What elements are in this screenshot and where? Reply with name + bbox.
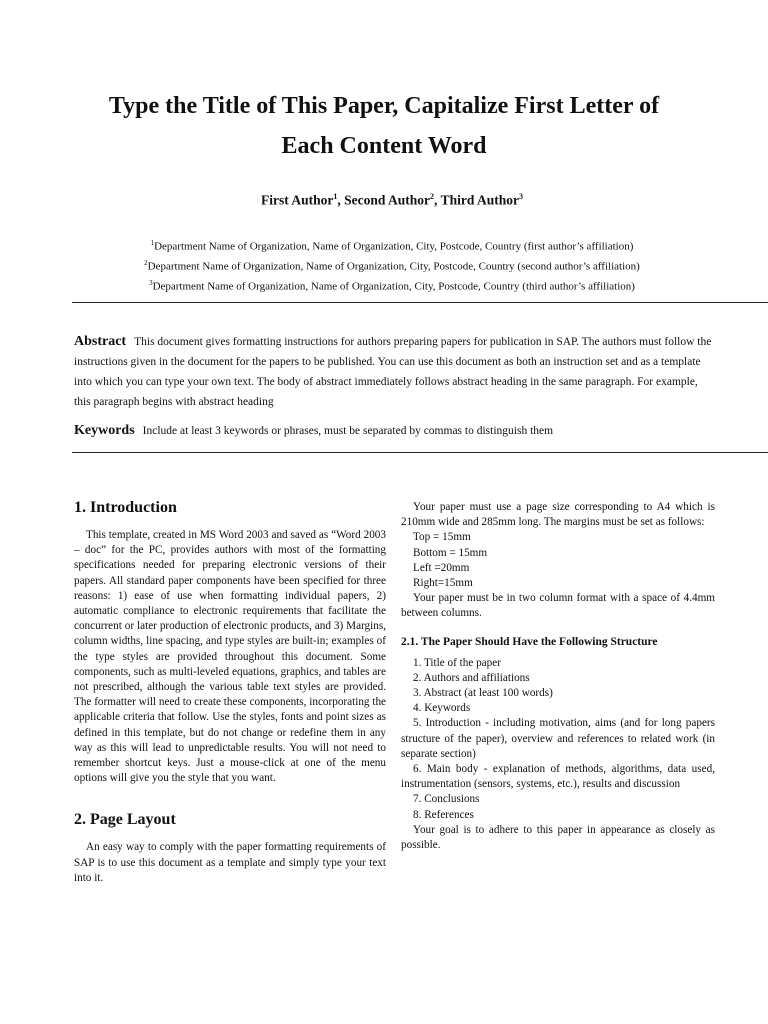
title-line-2: Each Content Word — [281, 133, 487, 159]
author-name: First Author — [261, 192, 334, 208]
structure-item: 8. References — [413, 808, 474, 821]
goal-paragraph: Your goal is to adhere to this paper in appearance as closely as possible. — [401, 823, 715, 852]
keywords-heading: Keywords — [74, 423, 135, 438]
affiliation-text: Department Name of Organization, Name of Organization, City, Postcode, Country (first author’s affiliation) — [154, 240, 634, 253]
keywords-block — [74, 421, 714, 441]
affiliation-line — [0, 256, 768, 274]
divider-top — [72, 302, 768, 303]
author-list: First Author$^1$, Second Author$^2$, Third Author$^3$ — [261, 192, 523, 208]
author-name: Second Author — [344, 192, 431, 208]
structure-item: 4. Keywords — [413, 702, 471, 715]
affiliation-line — [0, 276, 768, 294]
affiliation-text: Department Name of Organization, Name of Organization, City, Postcode, Country (second author’s affiliation) — [147, 260, 640, 273]
abstract-heading: Abstract — [74, 334, 127, 349]
margin-left: Left =20mm — [413, 561, 470, 574]
author-superscript: 3 — [518, 192, 523, 201]
title-line-1: Type the Title of This Paper, Capitalize First Letter of — [108, 93, 660, 119]
abstract-block — [74, 332, 714, 412]
left-column — [74, 498, 386, 886]
divider-bottom — [72, 452, 768, 453]
structure-item: 2. Authors and affiliations — [413, 671, 530, 684]
margin-bottom: Bottom = 15mm — [413, 546, 488, 559]
author-superscript: 1 — [333, 192, 338, 201]
subsection-heading-structure: 2.1. The Paper Should Have the Following Structure — [401, 635, 658, 648]
author-superscript: 2 — [430, 192, 435, 201]
structure-item: 1. Title of the paper — [413, 656, 501, 669]
abstract-text: This document gives formatting instructions for authors preparing papers for publication in SAP. The authors must follow the instructions given in the document for the papers to be published. You can use this document as both an instruction set and as a template into which you can type your own text. The body of abstract immediately follows abstract heading in the same paragraph. For example, this paragraph begins with abstract heading — [74, 336, 712, 408]
affiliation-superscript: 1 — [150, 239, 155, 247]
introduction-paragraph: This template, created in MS Word 2003 and saved as “Word 2003 – doc” for the PC, provides authors with most of the formatting specifications needed for preparing electronic versions of their papers. All standard paper components have been specified for three reasons: 1) ease of use when formatting individual papers, 2) automatic compliance to electronic requirements that facilitate the concurrent or later production of electronic products, and 3) Margins, column widths, line spacing, and type styles are built-in; examples of the type styles are provided throughout this document. Some components, such as multi-leveled equations, graphics, and tables are not prescribed, although the various table text styles are provided. The formatter will need to create these components, incorporating the applicable criteria that follow. Use the styles, fonts and point sizes as defined in this template, but do not change or redefine them in any way as this will lead to unpredictable results. You will not need to remember shortcut keys. Just a mouse-click at one of the menu options will give you the style that you want. — [74, 529, 386, 785]
page-size-paragraph: Your paper must use a page size corresponding to A4 which is 210mm wide and 285mm long. The margins must be set as follows: — [401, 501, 715, 529]
structure-item: 3. Abstract (at least 100 words) — [413, 687, 553, 700]
margin-right: Right=15mm — [413, 577, 473, 590]
section-heading-page-layout: 2. Page Layout — [74, 811, 176, 829]
structure-item: 7. Conclusions — [413, 793, 480, 806]
affiliation-superscript: 2 — [144, 259, 148, 267]
paper-title — [40, 86, 728, 166]
affiliation-superscript: 3 — [149, 279, 153, 287]
section-heading-introduction: 1. Introduction — [74, 499, 177, 516]
structure-item: 6. Main body - explanation of methods, algorithms, data used, instrumentation (sensors, systems, etc.), results and discussion — [401, 763, 715, 791]
right-column — [401, 500, 715, 853]
two-column-paragraph: Your paper must be in two column format with a space of 4.4mm between columns. — [401, 592, 715, 620]
margin-top: Top = 15mm — [413, 531, 471, 544]
page-layout-paragraph: An easy way to comply with the paper formatting requirements of SAP is to use this document as a template and simply type your text into it. — [74, 841, 386, 884]
structure-item: 5. Introduction - including motivation, aims (and for long papers structure of the paper), overview and references to related work (in separate section) — [401, 717, 715, 760]
affiliation-line — [0, 236, 768, 254]
keywords-text: Include at least 3 keywords or phrases, must be separated by commas to distinguish them — [142, 425, 554, 437]
author-name: Third Author — [440, 192, 519, 208]
affiliation-text: Department Name of Organization, Name of Organization, City, Postcode, Country (third author’s affiliation) — [152, 280, 635, 293]
